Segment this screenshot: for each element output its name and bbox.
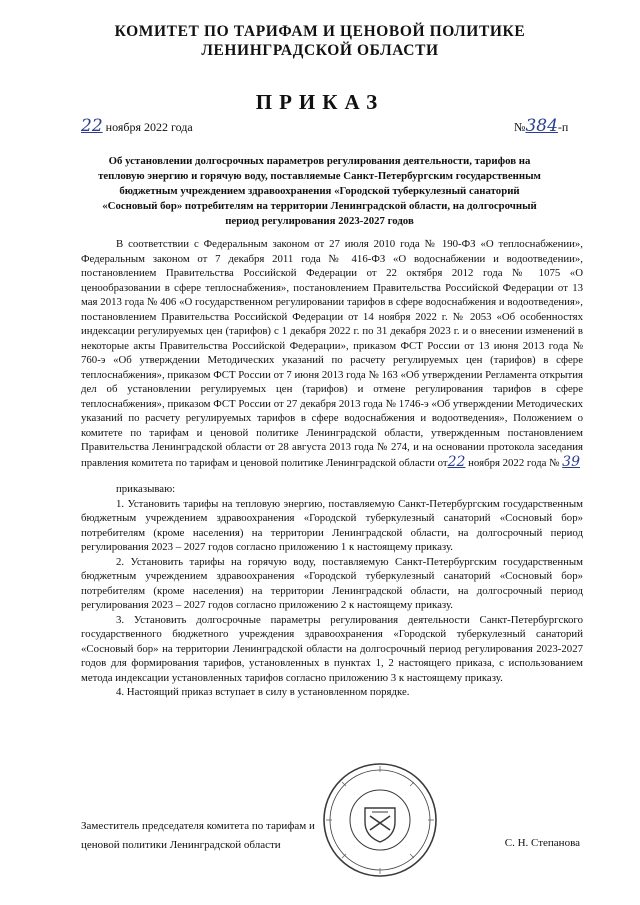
preamble (81, 237, 583, 470)
org-line-1: КОМИТЕТ ПО ТАРИФАМ И ЦЕНОВОЙ ПОЛИТИКЕ (114, 23, 526, 40)
handwritten-protocol-day: 22 (447, 453, 466, 470)
preamble-month: ноября 2022 года № (468, 456, 560, 469)
order-subject: Об установлении долгосрочных параметров регулирования деятельности, тарифов на тепловую энергию и горячую воду, поставляемые Санкт-Петербургским государственным бюджетным учреждением здравоохранения «Городской туберкулезный санаторий «Сосновый бор» потребителям на территории Ленинградской области, на долгосрочный период регулирования 2023-2027 годов (98, 155, 541, 227)
number-sign: № (514, 120, 526, 134)
number-suffix: -п (557, 120, 569, 134)
order-word: приказываю: (116, 483, 176, 495)
document-title: ПРИКАЗ (255, 90, 385, 114)
order-number (514, 116, 568, 136)
order-item-3: 3. Установить долгосрочные параметры регулирования деятельности Санкт-Петербургского государственного бюджетного учреждения здравоохранения «Городской туберкулезный санаторий «Сосновый бор» на территории Ленинградской области на долгосрочный период регулирования 2023-2027 годов для формирования тарифов, установленных в пунктах 1, 2 настоящего приказа, с использованием метода индексации установленных тарифов согласно приложению 3 к настоящему приказу. (81, 613, 583, 684)
position-line-2: ценовой политики Ленинградской области (81, 839, 281, 851)
order-date (81, 116, 193, 136)
order-item-1: 1. Установить тарифы на тепловую энергию, поставляемую Санкт-Петербургским государственным бюджетным учреждением здравоохранения «Городской туберкулезный санаторий «Сосновый бор» потребителям (кроме населения) на территории Ленинградской области, на долгосрочный период регулирования 2023 – 2027 годов согласно приложению 1 к настоящему приказу. (81, 497, 583, 553)
signature-position (81, 817, 341, 855)
order-item-2: 2. Установить тарифы на горячую воду, поставляемую Санкт-Петербургским государственным бюджетным учреждением здравоохранения «Городской туберкулезный санаторий «Сосновый бор» потребителям (кроме населения) на территории Ленинградской области, на долгосрочный период регулирования 2023 – 2027 годов согласно приложению 2 к настоящему приказу. (81, 555, 583, 611)
date-month-year: ноября 2022 года (105, 120, 193, 134)
organization-header (0, 22, 640, 60)
position-line-1: Заместитель председателя комитета по тарифам и (81, 820, 315, 832)
signer-name: С. Н. Степанова (504, 837, 580, 849)
order-item-4: 4. Настоящий приказ вступает в силу в установленном порядке. (116, 686, 410, 698)
handwritten-day: 22 (81, 116, 103, 136)
org-line-2: ЛЕНИНГРАДСКОЙ ОБЛАСТИ (201, 42, 439, 59)
handwritten-number: 384 (525, 116, 558, 136)
preamble-text: В соответствии с Федеральным законом от 27 июля 2010 года № 190-ФЗ «О теплоснабжении», Федеральным законом от 7 декабря 2011 года № 416-ФЗ «О водоснабжении и водоотведении», постановлением Правительства Российской Федерации от 22 октября 2012 года № 1075 «О ценообразовании в сфере теплоснабжения», постановлением Правительства Российской Федерации от 13 мая 2013 года № 406 «О государственном регулировании тарифов в сфере водоснабжения и водоотведения», постановлением Правительства Российской Федерации от 14 ноября 2022 г. № 2053 «Об особенностях индексации регулируемых цен (тарифов) с 1 декабря 2022 г. по 31 декабря 2023 г. и о внесении изменений в некоторые акты Правительства Российской Федерации», приказом ФСТ России от 13 июня 2013 года № 760-э «Об утверждении Методических указаний по расчету регулируемых цен (тарифов) в сфере теплоснабжения», приказом ФСТ России от 7 июня 2013 года № 163 «Об утверждении Регламента открытия дел об установлении регулируемых цен (тарифов) и отмене регулирования тарифов в сфере теплоснабжения», приказом ФСТ России от 27 декабря 2013 года № 1746-э «Об утверждении Методических указаний по расчету регулируемых тарифов в сфере водоснабжения и водоотведения», Положением о комитете по тарифам и ценовой политике Ленинградской области, утвержденным постановлением Правительства Ленинградской области от 28 августа 2013 года № 274, и на основании протокола заседания правления комитета по тарифам и ценовой политике Ленинградской области от (81, 238, 583, 469)
handwritten-protocol-number: 39 (562, 453, 580, 470)
order-body (81, 237, 583, 700)
